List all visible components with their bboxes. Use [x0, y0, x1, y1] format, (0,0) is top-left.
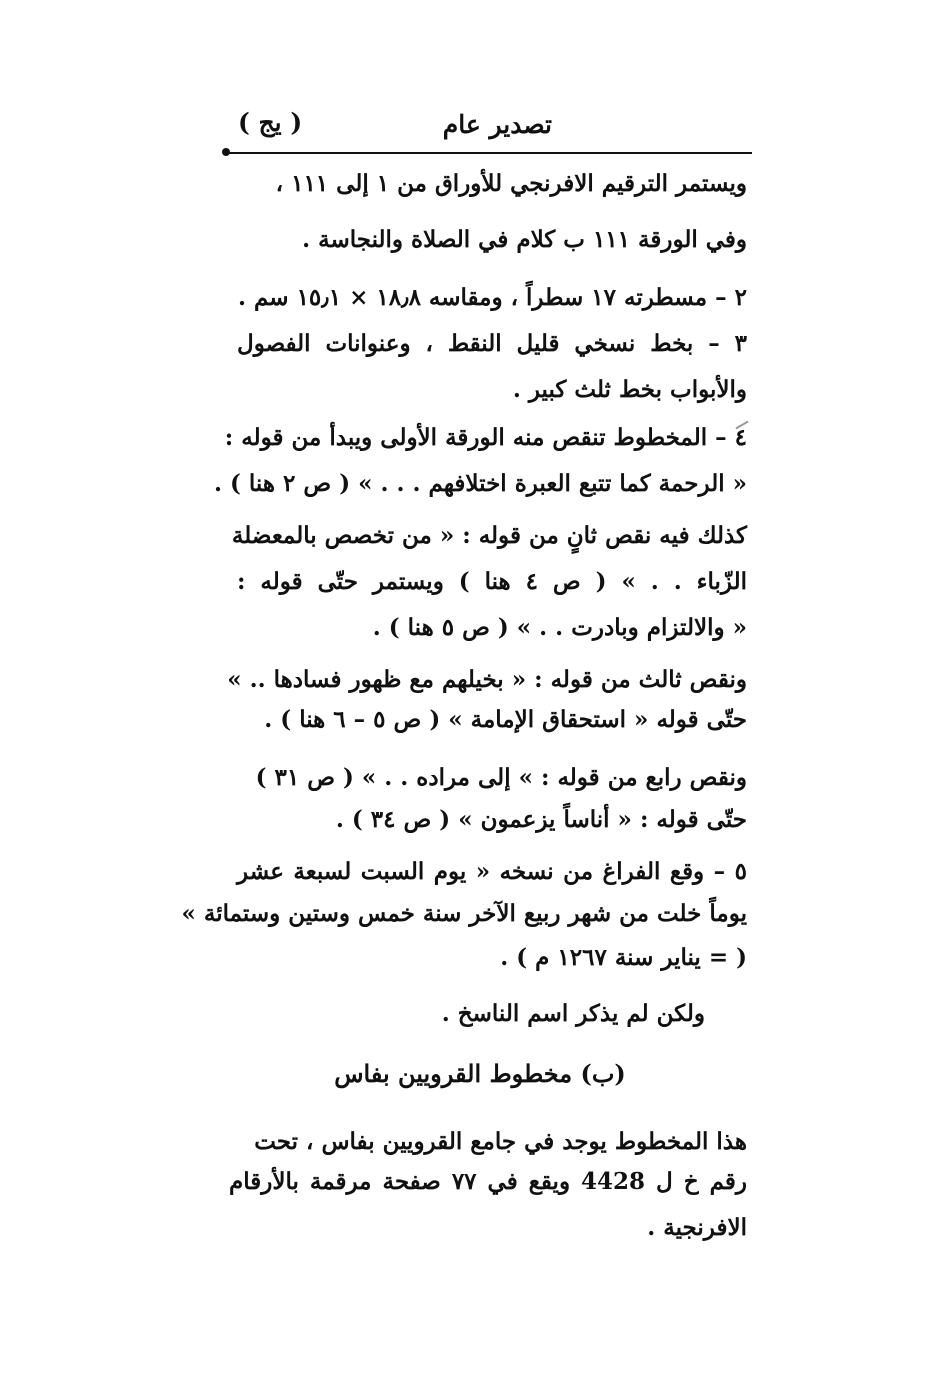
- text-line: حتّى قوله : « أناساً يزعمون » ( ص ٣٤ ) .: [335, 806, 747, 833]
- text-line: والأبواب بخط ثلث كبير .: [512, 376, 747, 403]
- text-line: رقم خ ل 4428 ويقع في ٧٧ صفحة مرقمة بالأرقام: [229, 1168, 747, 1195]
- text-line: ٤ – المخطوط تنقص منه الورقة الأولى ويبدأ من قوله :: [224, 424, 747, 451]
- header-rule-dot: [222, 148, 230, 156]
- text-line: كذلك فيه نقص ثانٍ من قوله : « من تخصص بالمعضلة: [231, 522, 747, 549]
- section-heading: (ب) مخطوط القرويين بفاس: [334, 1059, 626, 1088]
- text-line: الافرنجية .: [647, 1214, 747, 1241]
- text-line: « والالتزام وبادرت . . » ( ص ٥ هنا ) .: [372, 614, 747, 641]
- text-line: ( = يناير سنة ١٢٦٧ م ) .: [500, 944, 747, 971]
- text-line: ٥ – وقع الفراغ من نسخه « يوم السبت لسبعة عشر: [237, 858, 747, 885]
- text-line: « الرحمة كما تتبع العبرة اختلافهم . . . » ( ص ٢ هنا ) .: [214, 470, 747, 497]
- text-line: ونقص رابع من قوله : » إلى مراده . . » ( ص ٣١ ): [255, 764, 747, 791]
- page-header: [228, 104, 752, 152]
- text-line: حتّى قوله « استحقاق الإمامة » ( ص ٥ – ٦ هنا ) .: [264, 706, 747, 733]
- text-line: ٣ – بخط نسخي قليل النقط ، وعنوانات الفصول: [237, 330, 747, 357]
- text-line: وفي الورقة ١١١ ب كلام في الصلاة والنجاسة .: [302, 226, 747, 253]
- text-line: الزّباء . . » ( ص ٤ هنا ) ويستمر حتّى قوله :: [237, 568, 747, 595]
- text-line: هذا المخطوط يوجد في جامع القرويين بفاس ، تحت: [254, 1128, 747, 1155]
- text-line: يوماً خلت من شهر ربيع الآخر سنة خمس وستين وستمائة »: [181, 900, 747, 927]
- running-title: تصدير عام: [442, 110, 552, 139]
- header-rule: [228, 152, 752, 154]
- text-line: ويستمر الترقيم الافرنجي للأوراق من ١ إلى ١١١ ،: [275, 170, 747, 197]
- text-line: ٢ – مسطرته ١٧ سطراً ، ومقاسه ١٨٫٨ × ١٥٫١ سم .: [237, 284, 747, 311]
- text-line: ولكن لم يذكر اسم الناسخ .: [441, 1000, 705, 1027]
- text-line: ونقص ثالث من قوله : « بخيلهم مع ظهور فسادها .. »: [227, 666, 747, 693]
- page-number: ( يج ): [238, 108, 303, 137]
